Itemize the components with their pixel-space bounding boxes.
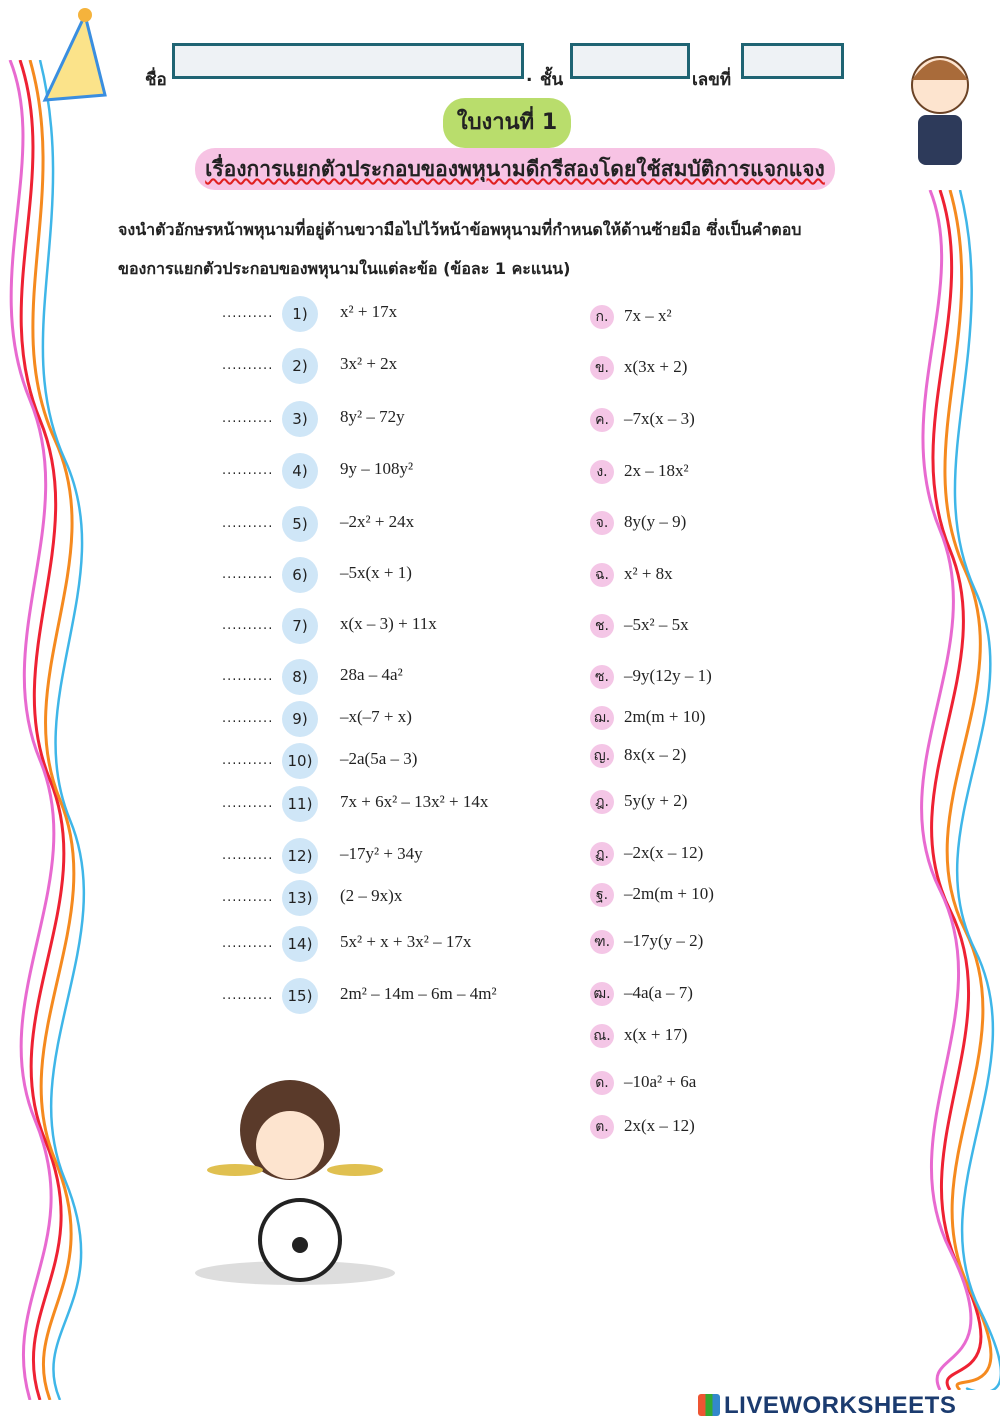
question-number: 3) [282, 401, 318, 437]
instruction-line-2: ของการแยกตัวประกอบของพหุนามในแต่ละข้อ (ข้อละ 1 คะแนน) [118, 259, 571, 278]
answer-blank[interactable]: .......... [222, 358, 274, 373]
option-expression: 2x(x – 12) [624, 1116, 695, 1135]
answer-option [590, 460, 790, 490]
option-letter: ฑ. [590, 930, 614, 954]
option-expression: 2m(m + 10) [624, 707, 706, 726]
question-expression: 2m² – 14m – 6m – 4m² [340, 984, 497, 1003]
question-item [222, 840, 542, 872]
question-expression: 28a – 4a² [340, 665, 403, 684]
period: . [526, 66, 533, 86]
option-letter: ด. [590, 1071, 614, 1095]
answer-option [590, 883, 790, 913]
question-expression: –2a(5a – 3) [340, 749, 418, 768]
answer-blank[interactable]: .......... [222, 988, 274, 1003]
option-letter: ฐ. [590, 883, 614, 907]
question-number: 13) [282, 880, 318, 916]
option-expression: 2x – 18x² [624, 461, 689, 480]
question-number: 15) [282, 978, 318, 1014]
option-letter: ซ. [590, 665, 614, 689]
answer-option [590, 563, 790, 593]
sheet-title: ใบงานที่ 1 [443, 98, 571, 148]
answer-blank[interactable]: .......... [222, 516, 274, 531]
answer-option [590, 665, 790, 695]
answer-blank[interactable]: .......... [222, 711, 274, 726]
option-letter: ณ. [590, 1024, 614, 1048]
option-letter: ฉ. [590, 563, 614, 587]
question-item [222, 455, 542, 487]
topic-heading: เรื่องการแยกตัวประกอบของพหุนามดีกรีสองโดยใช้สมบัติการแจกแจง [195, 148, 835, 190]
answer-blank[interactable]: .......... [222, 796, 274, 811]
option-expression: –17y(y – 2) [624, 931, 704, 950]
answer-blank[interactable]: .......... [222, 306, 274, 321]
option-letter: ข. [590, 356, 614, 380]
option-expression: –7x(x – 3) [624, 409, 695, 428]
name-label: ชื่อ [145, 70, 167, 90]
option-letter: จ. [590, 511, 614, 535]
answer-option [590, 842, 790, 872]
question-number: 7) [282, 608, 318, 644]
answer-option [590, 305, 790, 335]
question-expression: –x(–7 + x) [340, 707, 412, 726]
instruction-line-1: จงนำตัวอักษรหน้าพหุนามที่อยู่ด้านขวามือไปไว้หน้าข้อพหุนามที่กำหนดให้ด้านซ้ายมือ ซึ่งเป็นคำตอบ [118, 220, 802, 239]
logo-text: LIVEWORKSHEETS [724, 1392, 957, 1419]
option-letter: ฏ. [590, 842, 614, 866]
drummer-illustration [190, 1045, 400, 1290]
answer-option [590, 1071, 790, 1101]
option-letter: ช. [590, 614, 614, 638]
answer-option [590, 706, 790, 736]
question-item [222, 882, 542, 914]
answer-blank[interactable]: .......... [222, 848, 274, 863]
number-input[interactable] [741, 43, 844, 79]
question-item [222, 559, 542, 591]
answer-blank[interactable]: .......... [222, 669, 274, 684]
question-number: 5) [282, 506, 318, 542]
answer-blank[interactable]: .......... [222, 463, 274, 478]
option-expression: 7x – x² [624, 306, 672, 325]
answer-option [590, 511, 790, 541]
question-number: 1) [282, 296, 318, 332]
class-label: ชั้น [540, 70, 564, 90]
question-number: 4) [282, 453, 318, 489]
option-letter: ฎ. [590, 790, 614, 814]
party-hat-illustration [15, 5, 115, 105]
question-item [222, 745, 542, 777]
question-item [222, 788, 542, 820]
number-label: เลขที่ [692, 70, 732, 90]
question-expression: (2 – 9x)x [340, 886, 403, 905]
answer-blank[interactable]: .......... [222, 567, 274, 582]
option-letter: ต. [590, 1115, 614, 1139]
question-item [222, 403, 542, 435]
wavy-lines-right [880, 190, 1000, 1390]
option-expression: –2x(x – 12) [624, 843, 704, 862]
question-number: 2) [282, 348, 318, 384]
liveworksheets-logo [698, 1392, 956, 1420]
question-item [222, 508, 542, 540]
answer-option [590, 982, 790, 1012]
option-expression: 5y(y + 2) [624, 791, 688, 810]
option-letter: ญ. [590, 744, 614, 768]
class-input[interactable] [570, 43, 690, 79]
question-number: 12) [282, 838, 318, 874]
question-expression: –5x(x + 1) [340, 563, 412, 582]
answer-option [590, 744, 790, 774]
question-number: 6) [282, 557, 318, 593]
question-item [222, 980, 542, 1012]
question-item [222, 298, 542, 330]
option-expression: –10a² + 6a [624, 1072, 697, 1091]
option-expression: –9y(12y – 1) [624, 666, 712, 685]
logo-icon [698, 1394, 720, 1416]
question-number: 11) [282, 786, 318, 822]
question-expression: 8y² – 72y [340, 407, 405, 426]
wavy-lines-left [0, 60, 100, 1400]
answer-option [590, 1115, 790, 1145]
answer-option [590, 614, 790, 644]
option-expression: –4a(a – 7) [624, 983, 693, 1002]
answer-blank[interactable]: .......... [222, 890, 274, 905]
option-letter: ก. [590, 305, 614, 329]
question-item [222, 703, 542, 735]
option-expression: x(3x + 2) [624, 357, 688, 376]
question-expression: 5x² + x + 3x² – 17x [340, 932, 472, 951]
question-expression: x² + 17x [340, 302, 398, 321]
question-item [222, 928, 542, 960]
option-letter: ฌ. [590, 706, 614, 730]
question-expression: –2x² + 24x [340, 512, 415, 531]
answer-option [590, 1024, 790, 1054]
name-input[interactable] [172, 43, 524, 79]
answer-blank[interactable]: .......... [222, 936, 274, 951]
question-expression: –17y² + 34y [340, 844, 423, 863]
question-expression: 9y – 108y² [340, 459, 414, 478]
question-item [222, 661, 542, 693]
option-expression: x² + 8x [624, 564, 673, 583]
question-number: 14) [282, 926, 318, 962]
answer-option [590, 356, 790, 386]
answer-option [590, 408, 790, 438]
answer-blank[interactable]: .......... [222, 618, 274, 633]
question-item [222, 350, 542, 382]
option-letter: ฒ. [590, 982, 614, 1006]
question-expression: 3x² + 2x [340, 354, 398, 373]
answer-blank[interactable]: .......... [222, 753, 274, 768]
question-expression: 7x + 6x² – 13x² + 14x [340, 792, 489, 811]
question-expression: x(x – 3) + 11x [340, 614, 437, 633]
boy-character-illustration [900, 30, 980, 170]
option-expression: 8x(x – 2) [624, 745, 687, 764]
question-number: 10) [282, 743, 318, 779]
question-item [222, 610, 542, 642]
answer-option [590, 790, 790, 820]
option-letter: ค. [590, 408, 614, 432]
question-number: 9) [282, 701, 318, 737]
answer-blank[interactable]: .......... [222, 411, 274, 426]
option-expression: x(x + 17) [624, 1025, 688, 1044]
answer-option [590, 930, 790, 960]
question-number: 8) [282, 659, 318, 695]
option-expression: 8y(y – 9) [624, 512, 687, 531]
option-expression: –5x² – 5x [624, 615, 689, 634]
option-expression: –2m(m + 10) [624, 884, 714, 903]
option-letter: ง. [590, 460, 614, 484]
